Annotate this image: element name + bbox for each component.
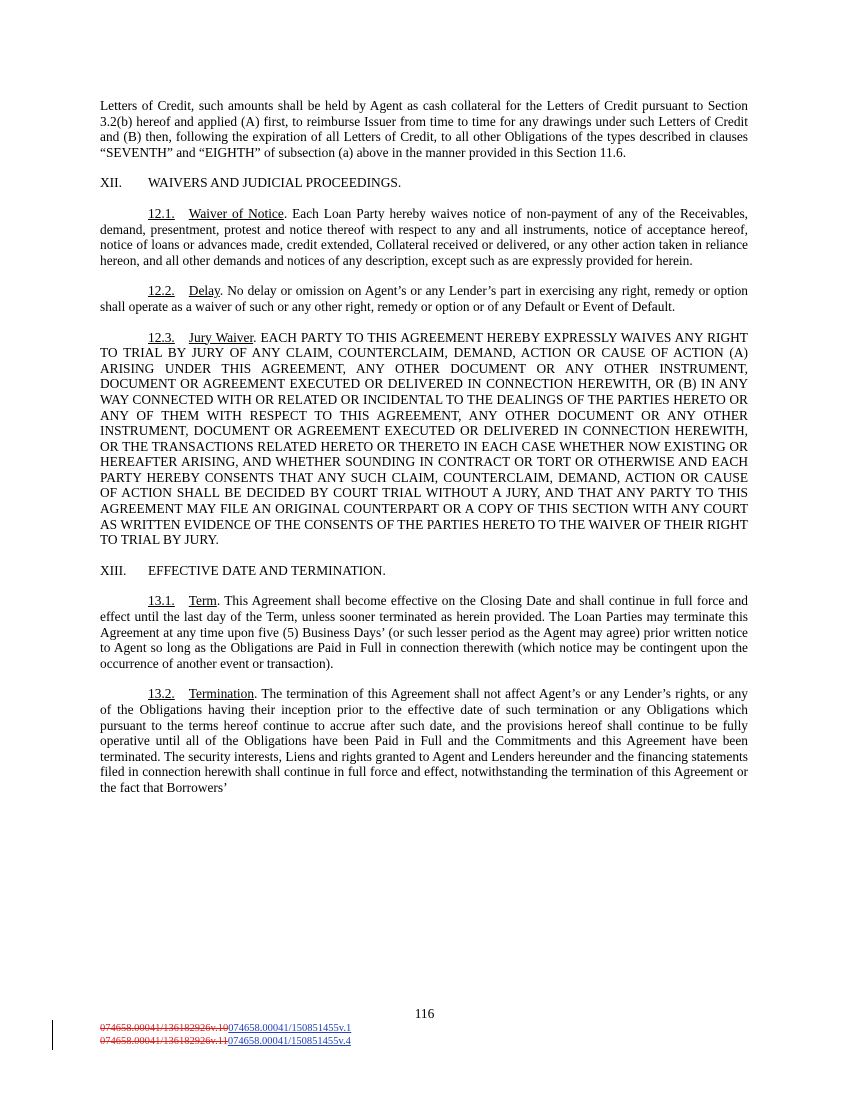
section-number: 13.2. bbox=[148, 686, 175, 702]
document-id-footer bbox=[100, 1022, 351, 1048]
section-12-1 bbox=[100, 206, 748, 268]
section-text: . The termination of this Agreement shall not affect Agent’s or any Lender’s rights, or any of the Obligations having their inception prior to the effective date of such termination or any Obligations which pursuant to the terms hereof continue to accrue after such date, and the provisions hereof shall continue to be fully operative until all of the Obligations have been Paid in Full and the Commitments and this Agreement have been terminated. The security interests, Liens and rights granted to Agent and Lenders hereunder and the financing statements filed in connection herewith shall continue in full force and effect, notwithstanding the termination of this Agreement or the fact that Borrowers’ bbox=[100, 686, 748, 795]
inserted-doc-id: 074658.00041/150851455v.4 bbox=[227, 1036, 351, 1047]
document-id-line-1 bbox=[100, 1022, 351, 1035]
section-number: 12.1. bbox=[148, 205, 175, 221]
revision-change-bar bbox=[52, 1020, 53, 1050]
section-text: . Each Loan Party hereby waives notice of non-payment of any of the Receivables, demand, presentment, protest and notice thereof with respect to any and all instruments, notice of acceptance hereof, notice of loans or advances made, credit extended, Collateral received or delivered, or any other action taken in reliance hereon, and all other demands and notices of any description, except such as are expressly provided for herein. bbox=[100, 205, 749, 268]
document-page bbox=[100, 98, 748, 811]
section-title: Waiver of Notice bbox=[188, 205, 284, 221]
continuation-paragraph: Letters of Credit, such amounts shall be held by Agent as cash collateral for the Letters of Credit pursuant to Section 3.2(b) hereof and applied (A) first, to reimburse Issuer from time to time for any drawings under such Letters of Credit and (B) then, following the expiration of all Letters of Credit, to all other Obligations of the types described in clauses “SEVENTH” and “EIGHTH” of subsection (a) above in the manner provided in this Section 11.6. bbox=[100, 98, 748, 160]
page-number: 116 bbox=[414, 1006, 435, 1021]
article-title: EFFECTIVE DATE AND TERMINATION. bbox=[148, 562, 386, 578]
article-number: XII. bbox=[100, 175, 122, 191]
section-title: Delay bbox=[188, 283, 220, 299]
section-number: 13.1. bbox=[148, 593, 175, 609]
section-number: 12.2. bbox=[148, 283, 175, 299]
section-number: 12.3. bbox=[148, 329, 175, 345]
deleted-doc-id: 074658.00041/136182926v.10 bbox=[100, 1023, 229, 1034]
section-12-2 bbox=[100, 283, 748, 314]
article-xiii-heading bbox=[100, 563, 748, 579]
inserted-doc-id: 074658.00041/150851455v.1 bbox=[228, 1023, 352, 1034]
section-text: . EACH PARTY TO THIS AGREEMENT HEREBY EXPRESSLY WAIVES ANY RIGHT TO TRIAL BY JURY OF ANY CLAIM, COUNTERCLAIM, DEMAND, ACTION OR CAUSE OF ACTION (A) ARISING UNDER THIS AGREEMENT, ANY OTHER DOCUMENT OR ANY OTHER INSTRUMENT, DOCUMENT OR AGREEMENT EXECUTED OR DELIVERED IN CONNECTION HEREWITH, OR (B) IN ANY WAY CONNECTED WITH OR RELATED OR INCIDENTAL TO THE DEALINGS OF THE PARTIES HERETO OR ANY OF THEM WITH RESPECT TO THIS AGREEMENT, ANY OTHER DOCUMENT OR ANY OTHER INSTRUMENT, DOCUMENT OR AGREEMENT EXECUTED OR DELIVERED IN CONNECTION HEREWITH, OR THE TRANSACTIONS RELATED HERETO OR THERETO IN EACH CASE WHETHER NOW EXISTING OR HEREAFTER ARISING, AND WHETHER SOUNDING IN CONTRACT OR TORT OR OTHERWISE AND EACH PARTY HEREBY CONSENTS THAT ANY SUCH CLAIM, COUNTERCLAIM, DEMAND, ACTION OR CAUSE OF ACTION SHALL BE DECIDED BY COURT TRIAL WITHOUT A JURY, AND THAT ANY PARTY TO THIS AGREEMENT MAY FILE AN ORIGINAL COUNTERPART OR A COPY OF THIS SECTION WITH ANY COURT AS WRITTEN EVIDENCE OF THE CONSENTS OF THE PARTIES HERETO TO THE WAIVER OF THEIR RIGHT TO TRIAL BY JURY. bbox=[100, 329, 748, 548]
section-12-3 bbox=[100, 330, 748, 548]
section-text: . This Agreement shall become effective on the Closing Date and shall continue in full force and effect until the last day of the Term, unless sooner terminated as herein provided. The Loan Parties may terminate this Agreement at any time upon five (5) Business Days’ (or such lesser period as the Agent may agree) prior written notice to Agent so long as the Obligations are Paid in Full in connection therewith (which notice may be contingent upon the occurrence of another event or transaction). bbox=[100, 593, 748, 671]
deleted-doc-id: 074658.00041/136182926v.11 bbox=[100, 1036, 228, 1047]
section-text: . No delay or omission on Agent’s or any Lender’s part in exercising any right, remedy or option shall operate as a waiver of such or any other right, remedy or option or of any Default or Event of Default. bbox=[100, 283, 748, 314]
section-title: Termination bbox=[188, 686, 255, 702]
document-id-line-2 bbox=[100, 1035, 351, 1048]
section-13-2 bbox=[100, 686, 748, 795]
article-xii-heading bbox=[100, 175, 748, 191]
article-title: WAIVERS AND JUDICIAL PROCEEDINGS. bbox=[148, 175, 402, 191]
section-title: Term bbox=[188, 593, 217, 609]
section-title: Jury Waiver bbox=[188, 329, 254, 345]
section-13-1 bbox=[100, 593, 748, 671]
article-number: XIII. bbox=[100, 562, 127, 578]
